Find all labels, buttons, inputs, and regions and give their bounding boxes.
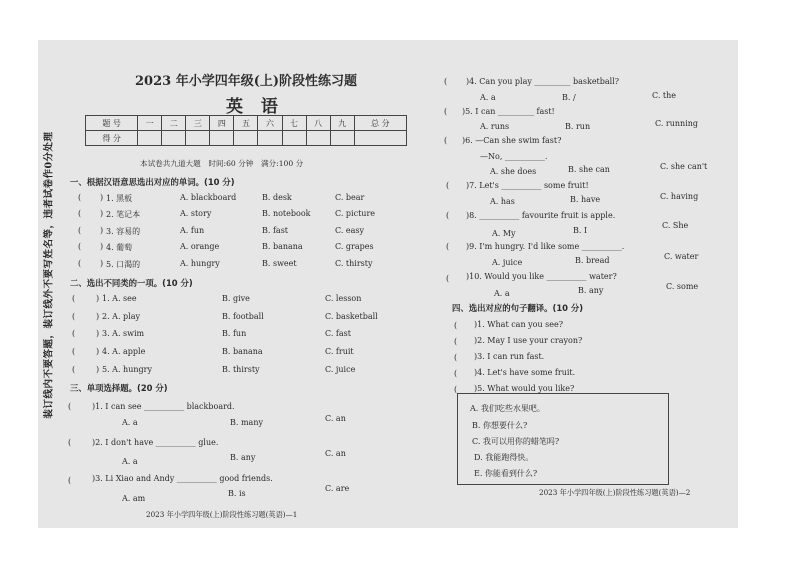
page1-footer: 2023 年小学四年级(上)阶段性练习题(英语)—1 xyxy=(146,510,298,519)
translation-option: E. 你能看到什么? xyxy=(474,469,538,478)
question-text: )4. Let's have some fruit. xyxy=(474,368,576,377)
option-b: B. notebook xyxy=(262,209,311,218)
option-c: C. an xyxy=(325,414,346,423)
score-blank[interactable] xyxy=(210,131,234,146)
answer-paren: ( xyxy=(446,242,450,251)
question-text: )3. I can run fast. xyxy=(474,352,545,361)
option-a: A. a xyxy=(122,457,138,466)
score-table xyxy=(85,115,407,146)
option-c: C. some xyxy=(666,282,699,291)
option-c: C. picture xyxy=(335,209,376,218)
option-c: C. She xyxy=(662,221,689,230)
score-blank[interactable] xyxy=(138,131,162,146)
subject-title: 英 语 xyxy=(226,97,284,117)
translation-option: D. 我能跑得快。 xyxy=(474,453,534,462)
option-c: C. basketball xyxy=(325,312,378,321)
answer-paren: ( xyxy=(454,369,458,378)
option-c: C. are xyxy=(325,484,350,493)
option-a: A. a xyxy=(122,418,138,427)
question-text: )5. What would you like? xyxy=(474,384,575,393)
score-cell: 三 xyxy=(186,116,210,131)
answer-paren: ( xyxy=(72,365,76,374)
option-a: 1. A. see xyxy=(102,294,137,303)
score-blank[interactable] xyxy=(258,131,282,146)
option-b: B. is xyxy=(228,489,246,498)
answer-paren: ) xyxy=(96,347,100,356)
question-text: )1. What can you see? xyxy=(474,320,564,329)
score-blank[interactable] xyxy=(330,131,354,146)
option-b: B. any xyxy=(230,453,256,462)
option-b: B. have xyxy=(570,195,601,204)
question-text: )2. I don't have __________ glue. xyxy=(92,438,219,447)
binding-line-notice: 装订线内不要答题，装订线外不要写姓名等，违者试卷作0分处理 xyxy=(44,131,55,419)
option-a: A. juice xyxy=(492,258,523,267)
score-blank[interactable] xyxy=(186,131,210,146)
question-text: 3. 容易的 xyxy=(106,227,141,236)
option-b: B. fast xyxy=(262,226,289,235)
score-cell: 四 xyxy=(210,116,234,131)
option-a: A. fun xyxy=(180,226,205,235)
question-text: )2. May I use your crayon? xyxy=(474,336,583,345)
option-c: C. lesson xyxy=(325,294,362,303)
option-a: A. orange xyxy=(180,242,220,251)
option-c: C. water xyxy=(664,252,699,261)
answer-paren: ( xyxy=(78,226,82,235)
answer-paren: ) xyxy=(100,242,104,251)
answer-paren: ( xyxy=(454,385,458,394)
question-text: )9. I'm hungry. I'd like some __________. xyxy=(466,242,625,251)
score-blank[interactable] xyxy=(306,131,330,146)
question-text: )5. I can _________ fast! xyxy=(462,107,555,116)
answer-paren: ( xyxy=(68,438,72,447)
answer-paren: ( xyxy=(454,321,458,330)
answer-paren: ) xyxy=(96,365,100,374)
option-b: B. any xyxy=(578,286,604,295)
answer-paren: ( xyxy=(68,402,72,411)
translation-option: C. 我可以用你的蜡笔吗? xyxy=(472,437,560,446)
score-table-header-row xyxy=(86,116,407,131)
option-b: B. bread xyxy=(575,256,610,265)
question-text: )8. __________ favourite fruit is apple. xyxy=(466,211,616,220)
exam-info: 本试卷共九道大题 时间:60 分钟 满分:100 分 xyxy=(140,159,304,168)
option-b: B. banana xyxy=(262,242,303,251)
answer-paren: ( xyxy=(72,329,76,338)
question-text: )4. Can you play _________ basketball? xyxy=(466,77,620,86)
option-c: C. she can't xyxy=(660,162,708,171)
option-a: A. My xyxy=(492,229,516,238)
option-a: 5. A. hungry xyxy=(102,365,152,374)
option-a: A. a xyxy=(494,289,510,298)
option-b: B. she can xyxy=(568,165,610,174)
section2-heading: 二、选出不同类的一项。(10 分) xyxy=(70,278,193,288)
question-text: )1. I can see __________ blackboard. xyxy=(92,402,235,411)
option-a: A. hungry xyxy=(180,259,220,268)
score-label: 得 分 xyxy=(86,131,138,146)
question-text-reply: —No, __________. xyxy=(480,152,548,161)
option-b: B. / xyxy=(562,93,576,102)
page-title: 2023 年小学四年级(上)阶段性练习题 xyxy=(135,74,358,89)
option-b: B. give xyxy=(222,294,250,303)
question-text: )10. Would you like __________ water? xyxy=(466,272,617,281)
option-c: C. the xyxy=(652,91,677,100)
answer-paren: ) xyxy=(100,193,104,202)
score-blank[interactable] xyxy=(162,131,186,146)
answer-paren: ( xyxy=(72,347,76,356)
score-cell: 一 xyxy=(138,116,162,131)
answer-paren: ( xyxy=(446,274,450,283)
answer-paren: ( xyxy=(454,337,458,346)
option-b: B. fun xyxy=(222,329,247,338)
section4-heading: 四、选出对应的句子翻译。(10 分) xyxy=(452,303,584,313)
page2-footer: 2023 年小学四年级(上)阶段性练习题(英语)—2 xyxy=(539,488,691,497)
option-a: A. am xyxy=(122,494,146,503)
answer-paren: ( xyxy=(444,136,448,145)
answer-paren: ( xyxy=(78,242,82,251)
score-cell: 五 xyxy=(234,116,258,131)
translation-option: B. 你想要什么? xyxy=(472,421,528,430)
score-cell: 九 xyxy=(330,116,354,131)
answer-paren: ) xyxy=(100,209,104,218)
question-text: )3. Li Xiao and Andy __________ good friends. xyxy=(92,474,273,483)
question-text: )7. Let's __________ some fruit! xyxy=(466,181,589,190)
option-b: B. sweet xyxy=(262,259,297,268)
answer-paren: ( xyxy=(72,294,76,303)
option-a: A. a xyxy=(480,93,496,102)
option-b: B. run xyxy=(565,122,591,131)
option-b: B. thirsty xyxy=(222,365,260,374)
option-a: 4. A. apple xyxy=(102,347,146,356)
translation-option: A. 我们吃些水果吧。 xyxy=(470,404,545,413)
answer-paren: ( xyxy=(78,259,82,268)
answer-paren: ) xyxy=(96,312,100,321)
answer-paren: ) xyxy=(96,329,100,338)
option-c: C. grapes xyxy=(335,242,374,251)
option-c: C. thirsty xyxy=(335,259,373,268)
answer-paren: ( xyxy=(68,476,72,485)
option-c: C. fast xyxy=(325,329,351,338)
option-a: A. she does xyxy=(490,167,537,176)
option-a: A. blackboard xyxy=(180,193,237,202)
score-blank[interactable] xyxy=(234,131,258,146)
answer-paren: ) xyxy=(96,294,100,303)
score-cell: 二 xyxy=(162,116,186,131)
answer-paren: ( xyxy=(78,193,82,202)
question-text: 4. 葡萄 xyxy=(106,243,133,252)
score-blank[interactable] xyxy=(354,131,406,146)
section3-heading: 三、单项选择题。(20 分) xyxy=(70,383,168,393)
option-c: C. juice xyxy=(325,365,356,374)
option-c: C. bear xyxy=(335,193,365,202)
answer-paren: ( xyxy=(444,77,448,86)
answer-paren: ( xyxy=(454,353,458,362)
answer-paren: ( xyxy=(446,211,450,220)
answer-paren: ) xyxy=(100,259,104,268)
question-text: 1. 黑板 xyxy=(106,194,133,203)
score-cell: 题 号 xyxy=(86,116,138,131)
answer-paren: ( xyxy=(444,107,448,116)
score-cell: 七 xyxy=(282,116,306,131)
question-text: 2. 笔记本 xyxy=(106,210,141,219)
option-c: C. an xyxy=(325,449,346,458)
option-b: B. desk xyxy=(262,193,292,202)
option-a: 3. A. swim xyxy=(102,329,145,338)
option-a: A. story xyxy=(180,209,212,218)
option-b: B. football xyxy=(222,312,264,321)
score-cell: 六 xyxy=(258,116,282,131)
answer-paren: ( xyxy=(72,312,76,321)
answer-paren: ( xyxy=(78,209,82,218)
section1-heading: 一、根据汉语意思选出对应的单词。(10 分) xyxy=(70,177,235,187)
answer-paren: ) xyxy=(100,226,104,235)
score-blank[interactable] xyxy=(282,131,306,146)
option-b: B. banana xyxy=(222,347,263,356)
option-b: B. I xyxy=(573,226,588,235)
question-text: 5. 口渴的 xyxy=(106,260,141,269)
option-b: B. many xyxy=(230,418,263,427)
score-cell: 总 分 xyxy=(354,116,406,131)
option-a: 2. A. play xyxy=(102,312,141,321)
option-a: A. has xyxy=(490,197,515,206)
option-c: C. easy xyxy=(335,226,365,235)
score-table-score-row xyxy=(86,131,407,146)
option-c: C. fruit xyxy=(325,347,354,356)
option-c: C. having xyxy=(660,192,699,201)
option-c: C. running xyxy=(655,119,699,128)
answer-paren: ( xyxy=(446,181,450,190)
score-cell: 八 xyxy=(306,116,330,131)
question-text: )6. —Can she swim fast? xyxy=(462,136,562,145)
option-a: A. runs xyxy=(480,122,510,131)
